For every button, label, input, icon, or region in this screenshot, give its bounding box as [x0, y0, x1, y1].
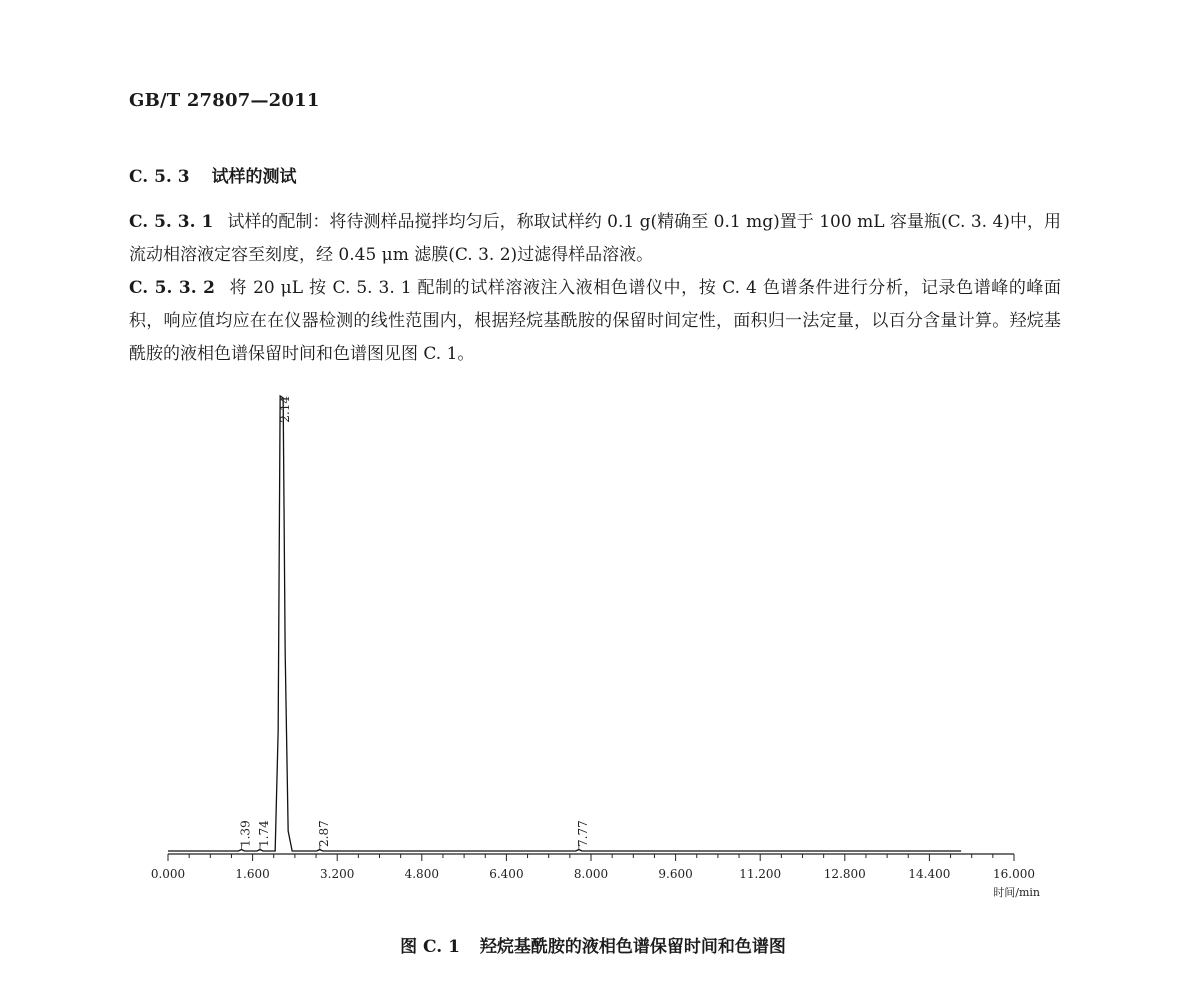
peak-retention-label: 2.87	[316, 820, 331, 847]
x-tick-label: 16.000	[993, 867, 1035, 881]
paragraph-number: C. 5. 3. 1	[129, 212, 214, 232]
standard-number-header: GB/T 27807—2011	[129, 90, 320, 111]
chromatogram-figure	[0, 380, 1186, 910]
peak-retention-label: 1.39	[238, 820, 253, 847]
paragraph-text: 将 20 μL 按 C. 5. 3. 1 配制的试样溶液注入液相色谱仪中，按 C. 4 色谱条件进行分析，记录色谱峰的峰面积，响应值均应在在仪器检测的线性范围内，根据羟烷基酰胺的保留时间定性，面积归一法定量，以百分含量计算。羟烷基酰胺的液相色谱保留时间和色谱图见图 C. 1。	[129, 278, 1061, 364]
peak-retention-label: 2.14	[278, 396, 293, 423]
x-tick-label: 3.200	[320, 867, 355, 881]
body-text	[129, 206, 1061, 371]
figure-number: 图 C. 1	[400, 937, 460, 957]
paragraph	[129, 272, 1061, 371]
figure-caption	[0, 932, 1186, 957]
peak-retention-label: 7.77	[575, 820, 590, 847]
x-tick-label: 9.600	[658, 867, 693, 881]
section-heading	[129, 162, 297, 187]
section-number: C. 5. 3	[129, 167, 190, 187]
paragraph	[129, 206, 1061, 272]
x-axis-label: 时间/min	[993, 886, 1040, 899]
figure-caption-text: 羟烷基酰胺的液相色谱保留时间和色谱图	[479, 937, 786, 957]
chromatogram-trace	[168, 396, 961, 851]
x-tick-label: 1.600	[235, 867, 270, 881]
x-tick-label: 4.800	[404, 867, 439, 881]
chromatogram-chart	[0, 380, 1186, 910]
paragraph-text: 试样的配制：将待测样品搅拌均匀后，称取试样约 0.1 g(精确至 0.1 mg)置于 100 mL 容量瓶(C. 3. 4)中，用流动相溶液定容至刻度，经 0.45 μm 滤膜(C. 3. 2)过滤得样品溶液。	[129, 212, 1061, 265]
x-tick-label: 6.400	[489, 867, 524, 881]
x-tick-label: 8.000	[573, 867, 609, 881]
x-tick-label: 14.400	[908, 867, 951, 881]
x-tick-label: 0.000	[150, 867, 186, 881]
x-tick-label: 12.800	[823, 867, 866, 881]
paragraph-number: C. 5. 3. 2	[129, 278, 215, 298]
x-tick-label: 11.200	[739, 867, 782, 881]
peak-retention-label: 1.74	[257, 820, 272, 847]
section-title-text: 试样的测试	[211, 167, 297, 187]
